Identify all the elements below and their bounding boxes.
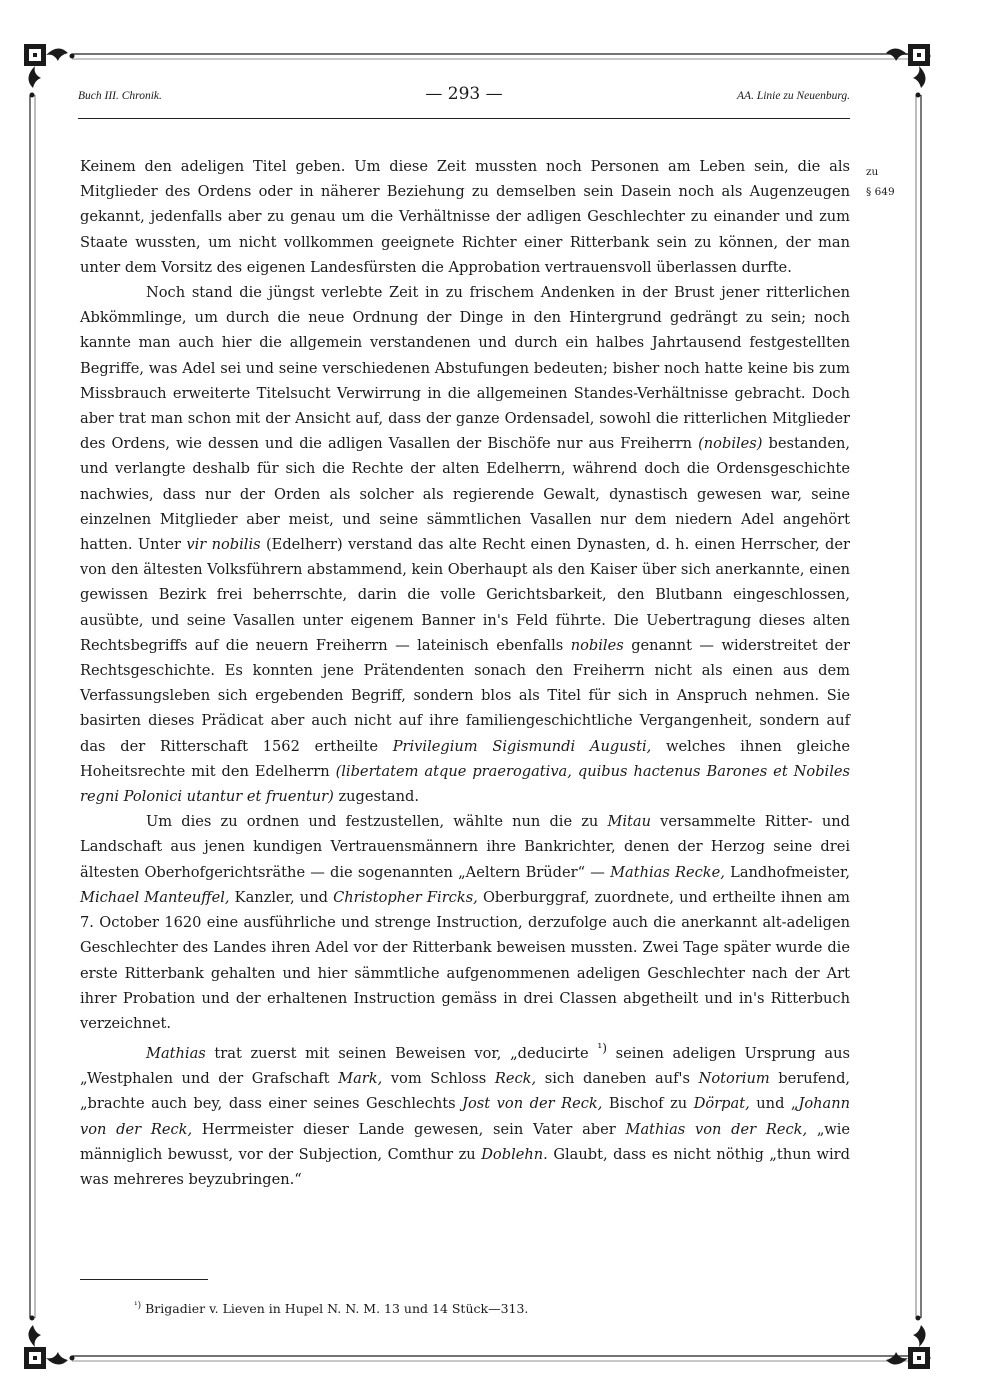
paragraph-2: Noch stand die jüngst verlebte Zeit in zu frischem Andenken in der Brust jener ritterlichen Abkömmlinge, um durch die neue Ordnung der Dinge in den Hintergrund gedrängt zu sein; noch kannte man auch hier die allgemein verstandenen und durch ein halbes Jahrtausend festgestellten Begriffe, was Adel sei und seine verschiedenen Abstufungen bedeuten; bisher noch hatte keine bis zum Missbrauch erweiterte Titelsucht Verwirrung in die allgemeinen Standes-Verhältnisse gebracht. Doch aber trat man schon mit der Ansicht auf, dass der ganze Ordensadel, sowohl die ritterlichen Mitglieder des Ordens, wie dessen und die adligen Vasallen der Bischöfe nur aus Freiherrn (nobiles) bestanden, und verlangte deshalb für sich die Rechte der alten Edelherrn, während doch die Ordensgeschichte nachwies, dass nur der Orden als solcher als regierende Gewalt, dynastisch gewesen war, seine einzelnen Mitglieder aber meist, und seine sämmtlichen Vasallen nur dem niedern Adel angehört hatten. Unter vir nobilis (Edelherr) verstand das alte Recht einen Dynasten, d. h. einen Herrscher, der von den ältesten Volksführern abstammend, kein Oberhaupt als den Kaiser über sich anerkannte, einen gewissen Bezirk frei beherrschte, darin die volle Gerichtsbarkeit, den Blutbann eingeschlossen, ausübte, und seine Vasallen unter eigenem Banner in's Feld führte. Die Uebertragung dieses alten Rechtsbegriffs auf die neuern Freiherrn — lateinisch ebenfalls nobiles genannt — widerstreitet der Rechtsgeschichte. Es konnten jene Prätendenten sonach den Freiherrn nicht als einen aus dem Verfassungsleben sich ergebenden Begriff, sondern blos als Titel für sich in Anspruch nehmen. Sie basirten dieses Prädicat aber auch nicht auf ihre familiengeschichtliche Vergangenheit, sondern auf das der Ritterschaft 1562 ertheilte Privilegium Sigismundi Augusti, welches ihnen gleiche Hoheitsrechte mit den Edelherrn (libertatem atque praerogativa, quibus hactenus Barones et Nobiles regni Polonici utantur et fruentur) zugestand. (80, 284, 851, 806)
footnote (134, 1301, 528, 1316)
paragraph-4: Mathias trat zuerst mit seinen Beweisen vor, „deducirte $^{^1)}$ seinen adeligen Ursprung aus „Westphalen und der Grafschaft Mark, vom Schloss Reck, sich daneben auf's Notorium berufend, „brachte auch bey, dass einer seines Geschlechts Jost von der Reck, Bischof zu Dörpat, und „Johann von der Reck, Herrmeister dieser Lande gewesen, sein Vater aber Mathias von der Reck, „wie männiglich bewusst, vor der Subjection, Comthur zu Doblehn. Glaubt, dass es nicht nöthig „thun wird was mehreres beyzubringen.“ (80, 1041, 851, 1188)
paragraph-3: Um dies zu ordnen und festzustellen, wählte nun die zu Mitau versammelte Ritter- und Landschaft aus jenen kundigen Vertrauensmännern ihre Bankrichter, denen der Herzog seine drei ältesten Oberhofgerichtsräthe — die sogenannten „Aeltern Brüder“ — Mathias Recke, Landhofmeister, Michael Manteuffel, Kanzler, und Christopher Fircks, Oberburggraf, zuordnete, und ertheilte ihnen am 7. October 1620 eine ausführliche und strenge Instruction, derzufolge auch die anerkannt alt-adeligen Geschlechter des Landes ihren Adel vor der Ritterbank beweisen mussten. Zwei Tage später wurde die erste Ritterbank gehalten und hier sämmtliche aufgenommenen adeligen Geschlechter nach der Art ihrer Probation und der erhaltenen Instruction gemäss in drei Classen abgetheilt und in's Ritterbuch verzeichnet. (80, 813, 850, 1032)
header-rule (78, 118, 850, 119)
margin-note-line2: § 649 (866, 186, 895, 198)
header-section-title: AA. Linie zu Neuenburg. (737, 90, 850, 102)
footnote-marker: ¹) (134, 1301, 142, 1311)
corner-ornament-top-right (886, 44, 931, 98)
page-number: — 293 — (425, 84, 503, 104)
corner-ornament-bottom-left (24, 1316, 75, 1370)
footnote-text: Brigadier v. Lieven in Hupel N. N. M. 13 und 14 Stück—313. (145, 1301, 529, 1317)
footnote-reference: ¹) (597, 1041, 607, 1056)
header-book-title: Buch III. Chronik. (78, 90, 162, 102)
corner-ornament-bottom-right (886, 1316, 931, 1370)
page-body (80, 154, 850, 1192)
running-header (78, 84, 850, 108)
corner-ornament-top-left (24, 44, 75, 98)
footnote-rule (80, 1279, 208, 1280)
margin-note-line1: zu (866, 166, 879, 178)
margin-note (866, 162, 895, 202)
paragraph-1: Keinem den adeligen Titel geben. Um diese Zeit mussten noch Personen am Leben sein, die als Mitglieder des Ordens oder in näherer Beziehung zu demselben sein Dasein noch als Augenzeugen gekannt, jedenfalls aber zu genau um die Verhältnisse der adligen Geschlechter zu einander und zum Staate wussten, um nicht vollkommen geeignete Richter einer Ritterbank sein zu können, der man unter dem Vorsitz des eigenen Landesfürsten die Approbation vertrauensvoll überlassen durfte. (80, 158, 850, 276)
